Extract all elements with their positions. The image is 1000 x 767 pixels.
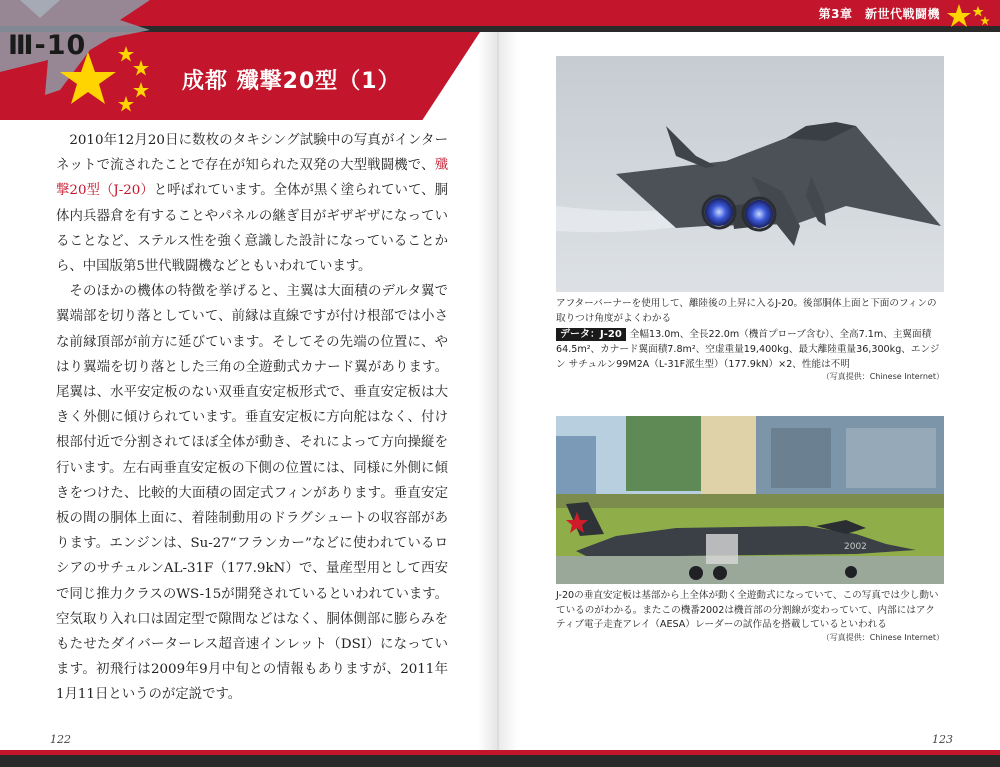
china-flag-stars-icon (55, 42, 165, 122)
footer-dark-band (0, 755, 1000, 767)
photo-j20-taxiing (556, 416, 944, 584)
chapter-label: 第3章 新世代戦闘機 (818, 7, 940, 21)
header-stars-icon (945, 2, 995, 32)
spec-data-block (556, 327, 944, 382)
spec-data-text: 全幅13.0m、全長22.0m（機首プローブ含む）、全高7.1m、主翼面積64.5m²、カナード翼面積7.8m²、空虚重量19,400kg、最大離陸重量36,300kg、エンジン サチュルン99M2A（L-31F派生型）（177.9kN）×2、性能は不明 (556, 329, 940, 370)
tail-number: 2002 (844, 542, 867, 552)
book-gutter-shadow (478, 30, 518, 750)
header-dark-stripe (0, 26, 1000, 32)
page-number-right: 123 (932, 733, 953, 746)
spec-data-label: データ：J-20 (556, 328, 626, 341)
photo1-credit: （写真提供：Chinese Internet） (821, 372, 944, 381)
photo-j20-in-flight (556, 56, 944, 292)
page-title: 成都 殲撃20型（1） (182, 69, 401, 94)
photo1-caption: アフターバーナーを使用して、離陸後の上昇に入るJ-20。後部胴体上面と下面のフィンの取りつけ角度がよくわかる (556, 298, 937, 324)
paragraph-1: 2010年12月20日に数枚のタキシング試験中の写真がインターネットで流されたことで存在が知られた双発の大型戦闘機で、殲撃20型（J-20）と呼ばれています。全体が黒く塗られていて、胴体内兵器倉を有することやパネルの継ぎ目がギザギザになっていることなど、ステルス性を強く意識した設計になっていることから、中国版第5世代戦闘機などともいわれています。 (56, 133, 448, 275)
photo2-caption: J-20の垂直安定板は基部から上全体が動く全遊動式になっていて、この写真では少し動いているのがわかる。またこの機番2002は機首部の分割線が変わっていて、内部にはアクティブ電子走査アレイ（AESA）レーダーの試作品を搭載しているといわれる （写真提供：Chinese Internet） (556, 590, 944, 642)
page-number-left: 122 (50, 733, 71, 746)
highlight-term: 殲撃20型（J-20） (56, 158, 448, 199)
paragraph-2: そのほかの機体の特徴を挙げると、主翼は大面積のデルタ翼で翼端部を切り落としていて、前縁は直線ですが付け根部では小さな前縁頂部が前方に延びています。そしてその先端の位置に、やはり翼端を切り落とした三角の全遊動式カナード翼があります。尾翼は、水平安定板のない双垂直安定板形式で、垂直安定板は大きく外側に傾けられています。垂直安定板に方向舵はなく、付け根部付近で分割されてほぼ全体が動き、それによって方向操縦を行います。左右両垂直安定板の下側の位置には、同様に外側に傾きをつけた、比較的大面積の固定式フィンがあります。垂直安定板の間の胴体上面に、着陸制動用のドラグシュートの収容部があります。エンジンは、Su-27“フランカー”などに使われているロシアのサチュルンAL-31F（177.9kN）で、量産型用として西安で同じ推力クラスのWS-15が開発されているといわれています。空気取り入れ口は固定型で隙間などはなく、胴体側部に膨らみをもたせたダイバーターレス超音速インレット（DSI）になっています。初飛行は2009年9月中旬との情報もありますが、2011年1月11日というのが定説です。 (56, 284, 448, 703)
section-number: Ⅲ-10 (8, 30, 87, 61)
photo2-credit: （写真提供：Chinese Internet） (821, 632, 944, 642)
body-text (56, 128, 448, 708)
